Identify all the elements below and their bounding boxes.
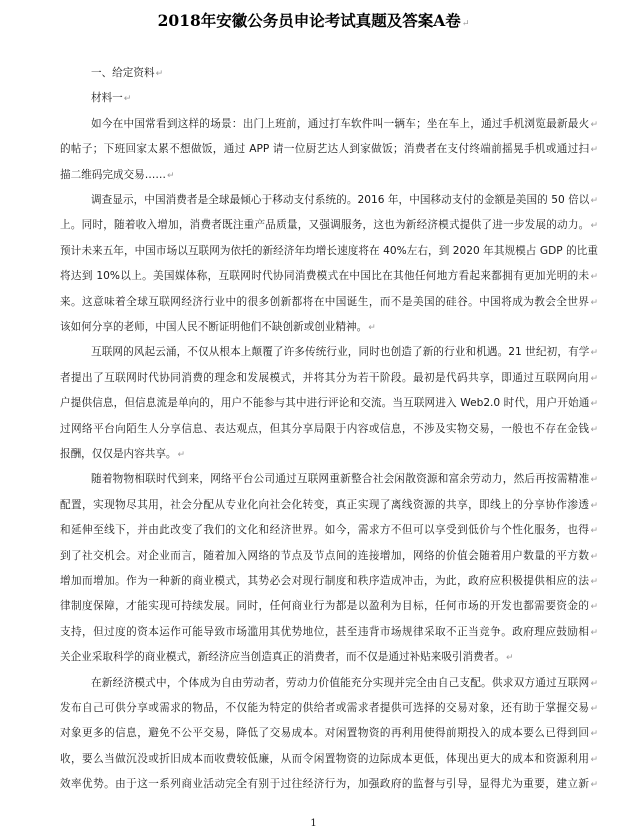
paragraph-line: 报酬，仅仅是内容共享。 ↵	[60, 447, 598, 462]
paragraph-line: 和延伸至线下，并由此改变了我们的文化和经济世界。如今，需求方不但可以享受到低价与个性化服务，也得 ↵	[60, 523, 598, 537]
paragraph-line: 将达到 10%以上。美国媒体称，互联网时代协同消费模式在中国比在其他任何地方看起来都拥有更加光明的未 ↵	[60, 269, 598, 283]
paragraph-line: 关企业采取科学的商业模式，新经济应当创造真正的消费者，而不仅是通过补贴来吸引消费者。 ↵	[60, 650, 598, 665]
paragraph-line: 的帖子；下班回家太累不想做饭，通过 APP 请一位厨艺达人到家做饭；消费者在支付终端前摇晃手机或通过扫 ↵	[60, 142, 598, 156]
paragraph-line: 发布自己可供分享或需求的物品，不仅能为特定的供给者或需求者提供可选择的交易对象，还有助于掌握交易 ↵	[60, 701, 598, 715]
paragraph-line: 在新经济模式中，个体成为自由劳动者，劳动力价值能充分实现并完全由自己支配。供求双方通过互联网 ↵	[91, 676, 598, 690]
paragraph-line: 效率优势。由于这一系列商业活动完全有别于过往经济行为，加强政府的监督与引导，显得尤为重要，建立新 ↵	[60, 777, 598, 791]
paragraph-line: 到了社交机会。对企业而言，随着加入网络的节点及节点间的连接增加，网络的价值会随着用户数量的平方数 ↵	[60, 549, 598, 563]
paragraph-line: 预计未来五年，中国市场以互联网为依托的新经济年均增长速度将在 40%左右，到 2020 年其规模占 GDP 的比重 ↵	[60, 244, 598, 258]
paragraph-line: 律制度保障，才能实现可持续发展。同时，任何商业行为都是以盈利为目标，任何市场的开发也都需要资金的 ↵	[60, 599, 598, 613]
paragraph-line: 对象更多的信息，避免不公平交易，降低了交易成本。对闲置物资的再利用使得前期投入的成本要么已得到回 ↵	[60, 726, 598, 740]
paragraph-line: 支持，但过度的资本运作可能导致市场滥用其优势地位，甚至违背市场规律采取不正当竞争。政府理应鼓励相 ↵	[60, 625, 598, 639]
paragraph-line: 增加而增加。作为一种新的商业模式，其势必会对现行制度和秩序造成冲击，为此，政府应积极提供相应的法 ↵	[60, 574, 598, 588]
paragraph-line: 随着物物相联时代到来，网络平台公司通过互联网重新整合社会闲散资源和富余劳动力，然后再按需精准 ↵	[91, 472, 598, 486]
paragraph-line: 该如何分享的老师，中国人民不断证明他们不缺创新或创业精神。 ↵	[60, 320, 598, 335]
paragraph-line: 户提供信息，但信息流是单向的，用户不能参与其中进行评论和交流。当互联网进入 Web2.0 时代，用户开始通 ↵	[60, 396, 598, 410]
paragraph-line: 调查显示，中国消费者是全球最倾心于移动支付系统的。2016 年，中国移动支付的金额是美国的 50 倍以 ↵	[91, 193, 598, 207]
paragraph-line: 来。这意味着全球互联网经济行业中的很多创新都将在中国诞生，而不是美国的硅谷。中国将成为教会全世界 ↵	[60, 295, 598, 309]
paragraph-line: 如今在中国常看到这样的场景：出门上班前，通过打车软件叫一辆车；坐在车上，通过手机浏览最新最火 ↵	[91, 117, 598, 131]
material-heading: 材料一 ↵	[91, 91, 598, 106]
paragraph-line: 互联网的风起云涌，不仅从根本上颠覆了许多传统行业，同时也创造了新的行业和机遇。21 世纪初，有学 ↵	[91, 345, 598, 359]
paragraph-line: 配置，实现物尽其用，社会分配从专业化向社会化转变，真正实现了离线资源的共享，即线上的分享协作渗透 ↵	[60, 498, 598, 512]
paragraph-line: 上。同时，随着收入增加，消费者既注重产品质量，又强调服务，这也为新经济模式提供了进一步发展的动力。 ↵	[60, 218, 598, 232]
paragraph-line: 收，要么当做沉没或折旧成本而收费较低廉，从而令闲置物资的边际成本更低，体现出更大的成本和资源利用 ↵	[60, 752, 598, 766]
section-heading: 一、给定资料 ↵	[91, 66, 598, 81]
paragraph-line: 过网络平台向陌生人分享信息、表达观点，但其分享局限于内容或信息，不涉及实物交易，一般也不存在金钱 ↵	[60, 422, 598, 436]
page-number: 1	[310, 818, 317, 829]
document-title: 2018年安徽公务员申论考试真题及答案A卷 ↵	[0, 9, 627, 31]
paragraph-line: 者提出了互联网时代协同消费的理念和发展模式，并将其分为若干阶段。最初是代码共享，即通过互联网向用 ↵	[60, 371, 598, 385]
paragraph-line: 描二维码完成交易…… ↵	[60, 168, 598, 183]
